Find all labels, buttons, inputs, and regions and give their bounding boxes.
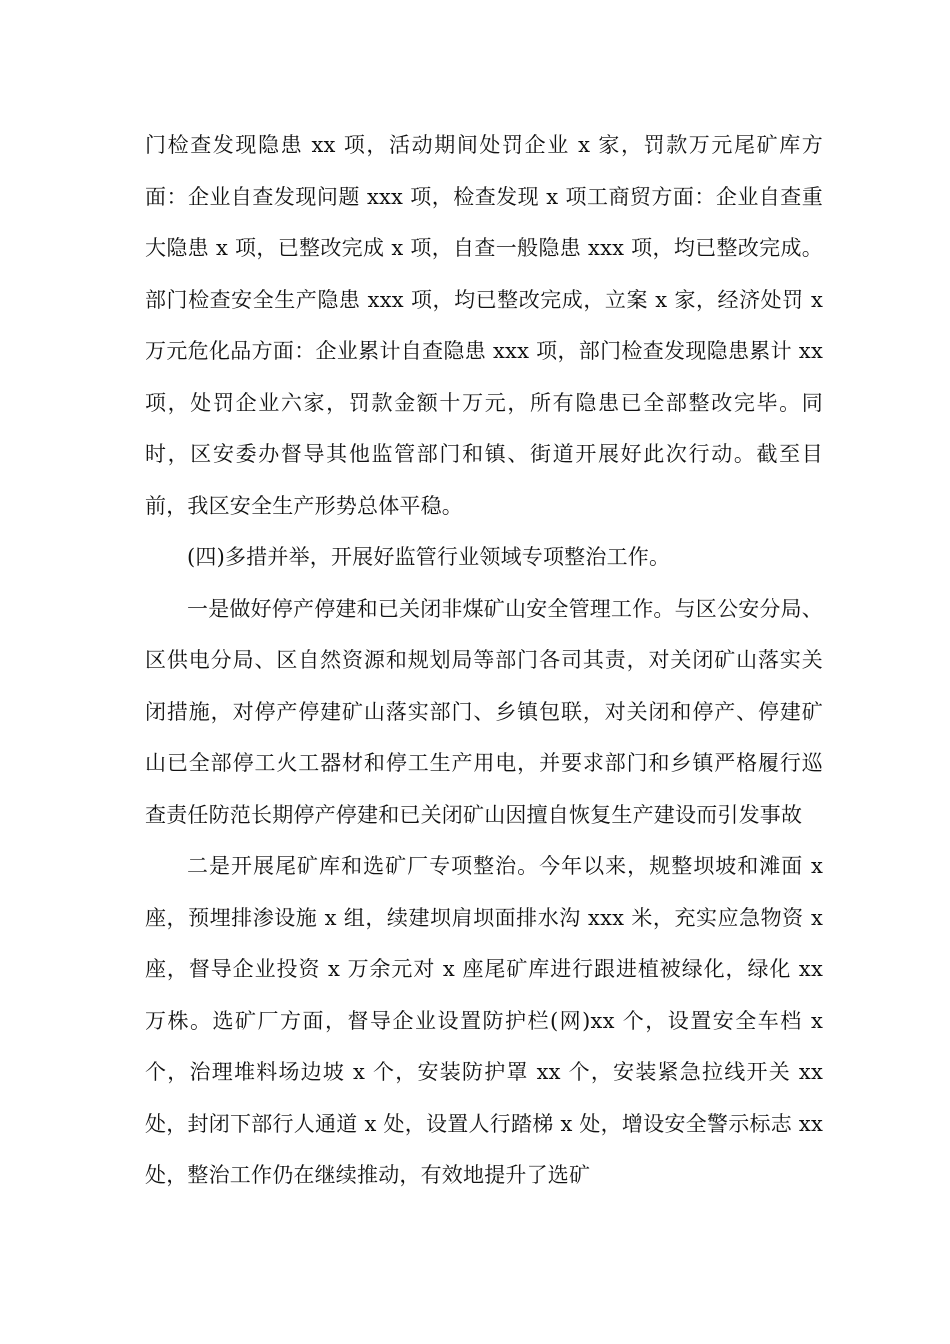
paragraph-tailings-rectification: 二是开展尾矿库和选矿厂专项整治。今年以来，规整坝坡和滩面 x 座，预埋排渗设施 x 组，续建坝肩坝面排水沟 xxx 米，充实应急物资 x 座，督导企业投资 x 万余元对 x 座尾矿库进行跟进植被绿化，绿化 xx 万株。选矿厂方面，督导企业设置防护栏(网)xx 个，设置安全车档 x 个，治理堆料场边坡 x 个，安装防护罩 xx 个，安装紧急拉线开关 xx 处，封闭下部行人通道 x 处，设置人行踏梯 x 处，增设安全警示标志 xx 处，整治工作仍在继续推动，有效地提升了选矿 xyxy=(145,854,823,1187)
document-body xyxy=(145,120,823,1202)
paragraph-mine-safety: 一是做好停产停建和已关闭非煤矿山安全管理工作。与区公安分局、区供电分局、区自然资源和规划局等部门各司其责，对关闭矿山落实关闭措施，对停产停建矿山落实部门、乡镇包联，对关闭和停产、停建矿山已全部停工火工器材和停工生产用电，并要求部门和乡镇严格履行巡查责任防范长期停产停建和已关闭矿山因擅自恢复生产建设而引发事故 xyxy=(145,596,823,827)
paragraph-continuation: 门检查发现隐患 xx 项，活动期间处罚企业 x 家，罚款万元尾矿库方面：企业自查发现问题 xxx 项，检查发现 x 项工商贸方面：企业自查重大隐患 x 项，已整改完成 x 项，自查一般隐患 xxx 项，均已整改完成。部门检查安全生产隐患 xxx 项，均已整改完成，立案 x 家，经济处罚 x 万元危化品方面：企业累计自查隐患 xxx 项，部门检查发现隐患累计 xx 项，处罚企业六家，罚款金额十万元，所有隐患已全部整改完毕。同时，区安委办督导其他监管部门和镇、街道开展好此次行动。截至目前，我区安全生产形势总体平稳。 xyxy=(145,133,823,518)
section-heading-4: (四)多措并举，开展好监管行业领域专项整治工作。 xyxy=(187,545,671,569)
